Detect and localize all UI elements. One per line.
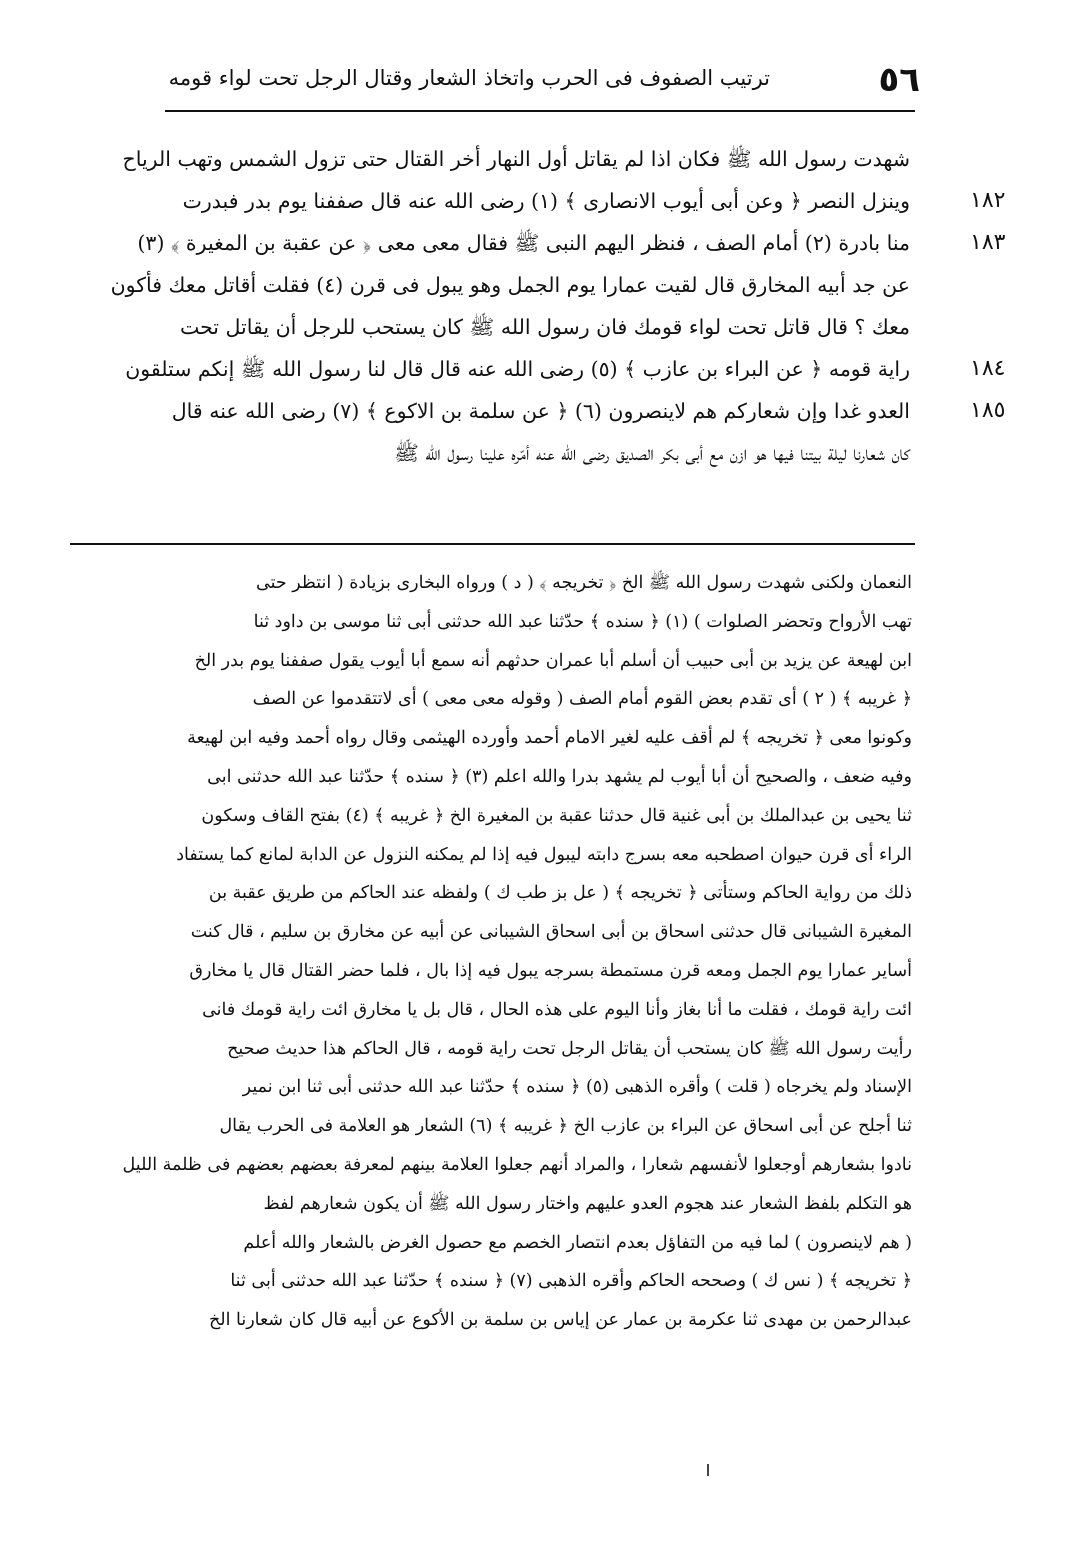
hadith-number: ١٨٤ [970, 356, 1006, 381]
footnote-line: وفيه ضعف ، والصحيح أن أبا أيوب لم يشهد بدرا والله اعلم (٣) ﴿ سنده ﴾ حدّثنا عبد الله حدثنى ابى [207, 766, 912, 787]
page-header [160, 58, 920, 108]
header-rule [165, 110, 915, 112]
main-line-text: شهدت رسول الله ﷺ فكان اذا لم يقاتل أول النهار أخر القتال حتى تزول الشمس وتهب الرياح [122, 147, 910, 171]
footnote-line: نادوا بشعارهم أوجعلوا لأنفسهم شعارا ، والمراد أنهم جعلوا العلامة بينهم لمعرفة بعضهم بعضهم فى ظلمة الليل [122, 1154, 912, 1175]
footnote-line: عبدالرحمن بن مهدى ثنا عكرمة بن عمار عن إياس بن سلمة بن الأكوع عن أبيه قال كان شعارنا الخ [208, 1310, 912, 1331]
footnote-line: تهب الأرواح وتحضر الصلوات ) (١) ﴿ سنده ﴾ حدّثنا عبد الله حدثنى أبى ثنا موسى بن داود ثنا [253, 611, 912, 632]
main-line-text: راية قومه ﴿ عن البراء بن عازب ﴾ (٥) رضى الله عنه قال قال لنا رسول الله ﷺ إنكم ستلقون [125, 357, 910, 381]
main-line [70, 264, 910, 306]
footnote-line: الراء أى قرن حيوان اصطحبه معه بسرج دابته ليبول فيه إذا لم يمكنه النزول عن الدابة لمانع كما يستفاد [176, 844, 912, 865]
main-line-text: معك ؟ قال قاتل تحت لواء قومك فان رسول الله ﷺ كان يستحب للرجل أن يقاتل تحت [179, 315, 910, 339]
footnote-line: ( هم لاينصرون ) لما فيه من التفاؤل بعدم انتصار الخصم مع حصول الغرض بالشعار والله أعلم [243, 1232, 912, 1253]
main-line [70, 306, 910, 348]
footnote-line: ثنا أجلح عن أبى اسحاق عن البراء بن عازب الخ ﴿ غريبه ﴾ (٦) الشعار هو العلامة فى الحرب يقال [219, 1116, 912, 1137]
running-title: ترتيب الصفوف فى الحرب واتخاذ الشعار وقتال الرجل تحت لواء قومه [168, 66, 770, 90]
footnote-line: رأيت رسول الله ﷺ كان يستحب أن يقاتل الرجل تحت راية قومه ، قال الحاكم هذا حديث صحيح [227, 1038, 912, 1059]
hadith-number: ١٨٥ [970, 398, 1006, 423]
main-line [70, 222, 1006, 264]
bottom-mark [707, 1464, 709, 1476]
main-line [70, 138, 910, 180]
hadith-number: ١٨٣ [970, 230, 1006, 255]
footnotes [72, 564, 912, 1340]
footnote-line: ابن لهيعة عن يزيد بن أبى حبيب أن أسلم أبا عمران حدثهم أنه سمع أبا أيوب يقول صففنا يوم بدر الخ [194, 650, 912, 671]
footnote-line: هو التكلم بلفظ الشعار عند هجوم العدو عليهم واختار رسول الله ﷺ أن يكون شعارهم لفظ [263, 1193, 912, 1214]
main-line-text: منا بادرة (٢) أمام الصف ، فنظر اليهم النبى ﷺ فقال معى معى ﴿ عن عقبة بن المغيرة ﴾ (٣) [137, 231, 910, 255]
main-line [70, 432, 910, 474]
footnote-separator [70, 543, 915, 545]
main-line [70, 390, 1006, 432]
main-text [70, 138, 1006, 474]
hadith-number: ١٨٢ [970, 188, 1006, 213]
footnote-line: المغيرة الشيبانى قال حدثنى اسحاق بن أبى اسحاق الشيبانى عن أبيه عن مخارق بن سليم ، قال كنت [190, 922, 912, 943]
main-line-text: وينزل النصر ﴿ وعن أبى أيوب الانصارى ﴾ (١) رضى الله عنه قال صففنا يوم بدر فبدرت [182, 189, 910, 213]
page-number: ٥٦ [878, 60, 920, 100]
footnote-line: ثنا يحيى بن عبدالملك بن أبى غنية قال حدثنا عقبة بن المغيرة الخ ﴿ غريبه ﴾ (٤) بفتح القاف وسكون [201, 805, 912, 826]
footnote-line: ذلك من رواية الحاكم وستأتى ﴿ تخريجه ﴾ ( عل بز طب ك ) ولفظه عند الحاكم من طريق عقبة بن [208, 883, 912, 904]
footnote-line: النعمان ولكنى شهدت رسول الله ﷺ الخ ﴿ تخريجه ﴾ ( د ) ورواه البخارى بزيادة ( انتظر حتى [256, 573, 912, 593]
main-line [70, 180, 1006, 222]
main-line [70, 348, 1006, 390]
footnote-line: وكونوا معى ﴿ تخريجه ﴾ لم أقف عليه لغير الامام أحمد وأورده الهيثمى وقال رواه أحمد وفيه ابن لهيعة [187, 728, 912, 749]
main-line-text: عن جد أبيه المخارق قال لقيت عمارا يوم الجمل وهو يبول فى قرن (٤) فقلت أقاتل معك فأكون [110, 273, 910, 297]
footnote-line: ائت راية قومك ، فقلت ما أنا بغاز وأنا اليوم على هذه الحال ، قال بل يا مخارق ائت راية قومك فانى [202, 999, 912, 1020]
footnote-line: ﴿ تخريجه ﴾ ( نس ك ) وصححه الحاكم وأقره الذهبى (٧) ﴿ سنده ﴾ حدّثنا عبد الله حدثنى أبى ثنا [230, 1271, 912, 1292]
footnote-line: ﴿ غريبه ﴾ ( ٢ ) أى تقدم بعض القوم أمام الصف ( وقوله معى معى ) أى لاتتقدموا عن الصف [252, 689, 912, 710]
footnote-line: الإسناد ولم يخرجاه ( قلت ) وأقره الذهبى (٥) ﴿ سنده ﴾ حدّثنا عبد الله حدثنى أبى ثنا ابن نمير [242, 1077, 912, 1098]
main-line-text: كان شعارنا ليلة بيتنا فيها هو ازن مع أبى بكر الصديق رضى الله عنه أمّره علينا رسول الله ﷺ [394, 441, 910, 465]
main-line-text: العدو غدا وإن شعاركم هم لاينصرون (٦) ﴿ عن سلمة بن الاكوع ﴾ (٧) رضى الله عنه قال [171, 399, 910, 423]
footnote-line: أساير عمارا يوم الجمل ومعه قرن مستمطة بسرجه يبول فيه إذا بال ، فلما حضر القتال قال يا مخارق [189, 960, 912, 981]
